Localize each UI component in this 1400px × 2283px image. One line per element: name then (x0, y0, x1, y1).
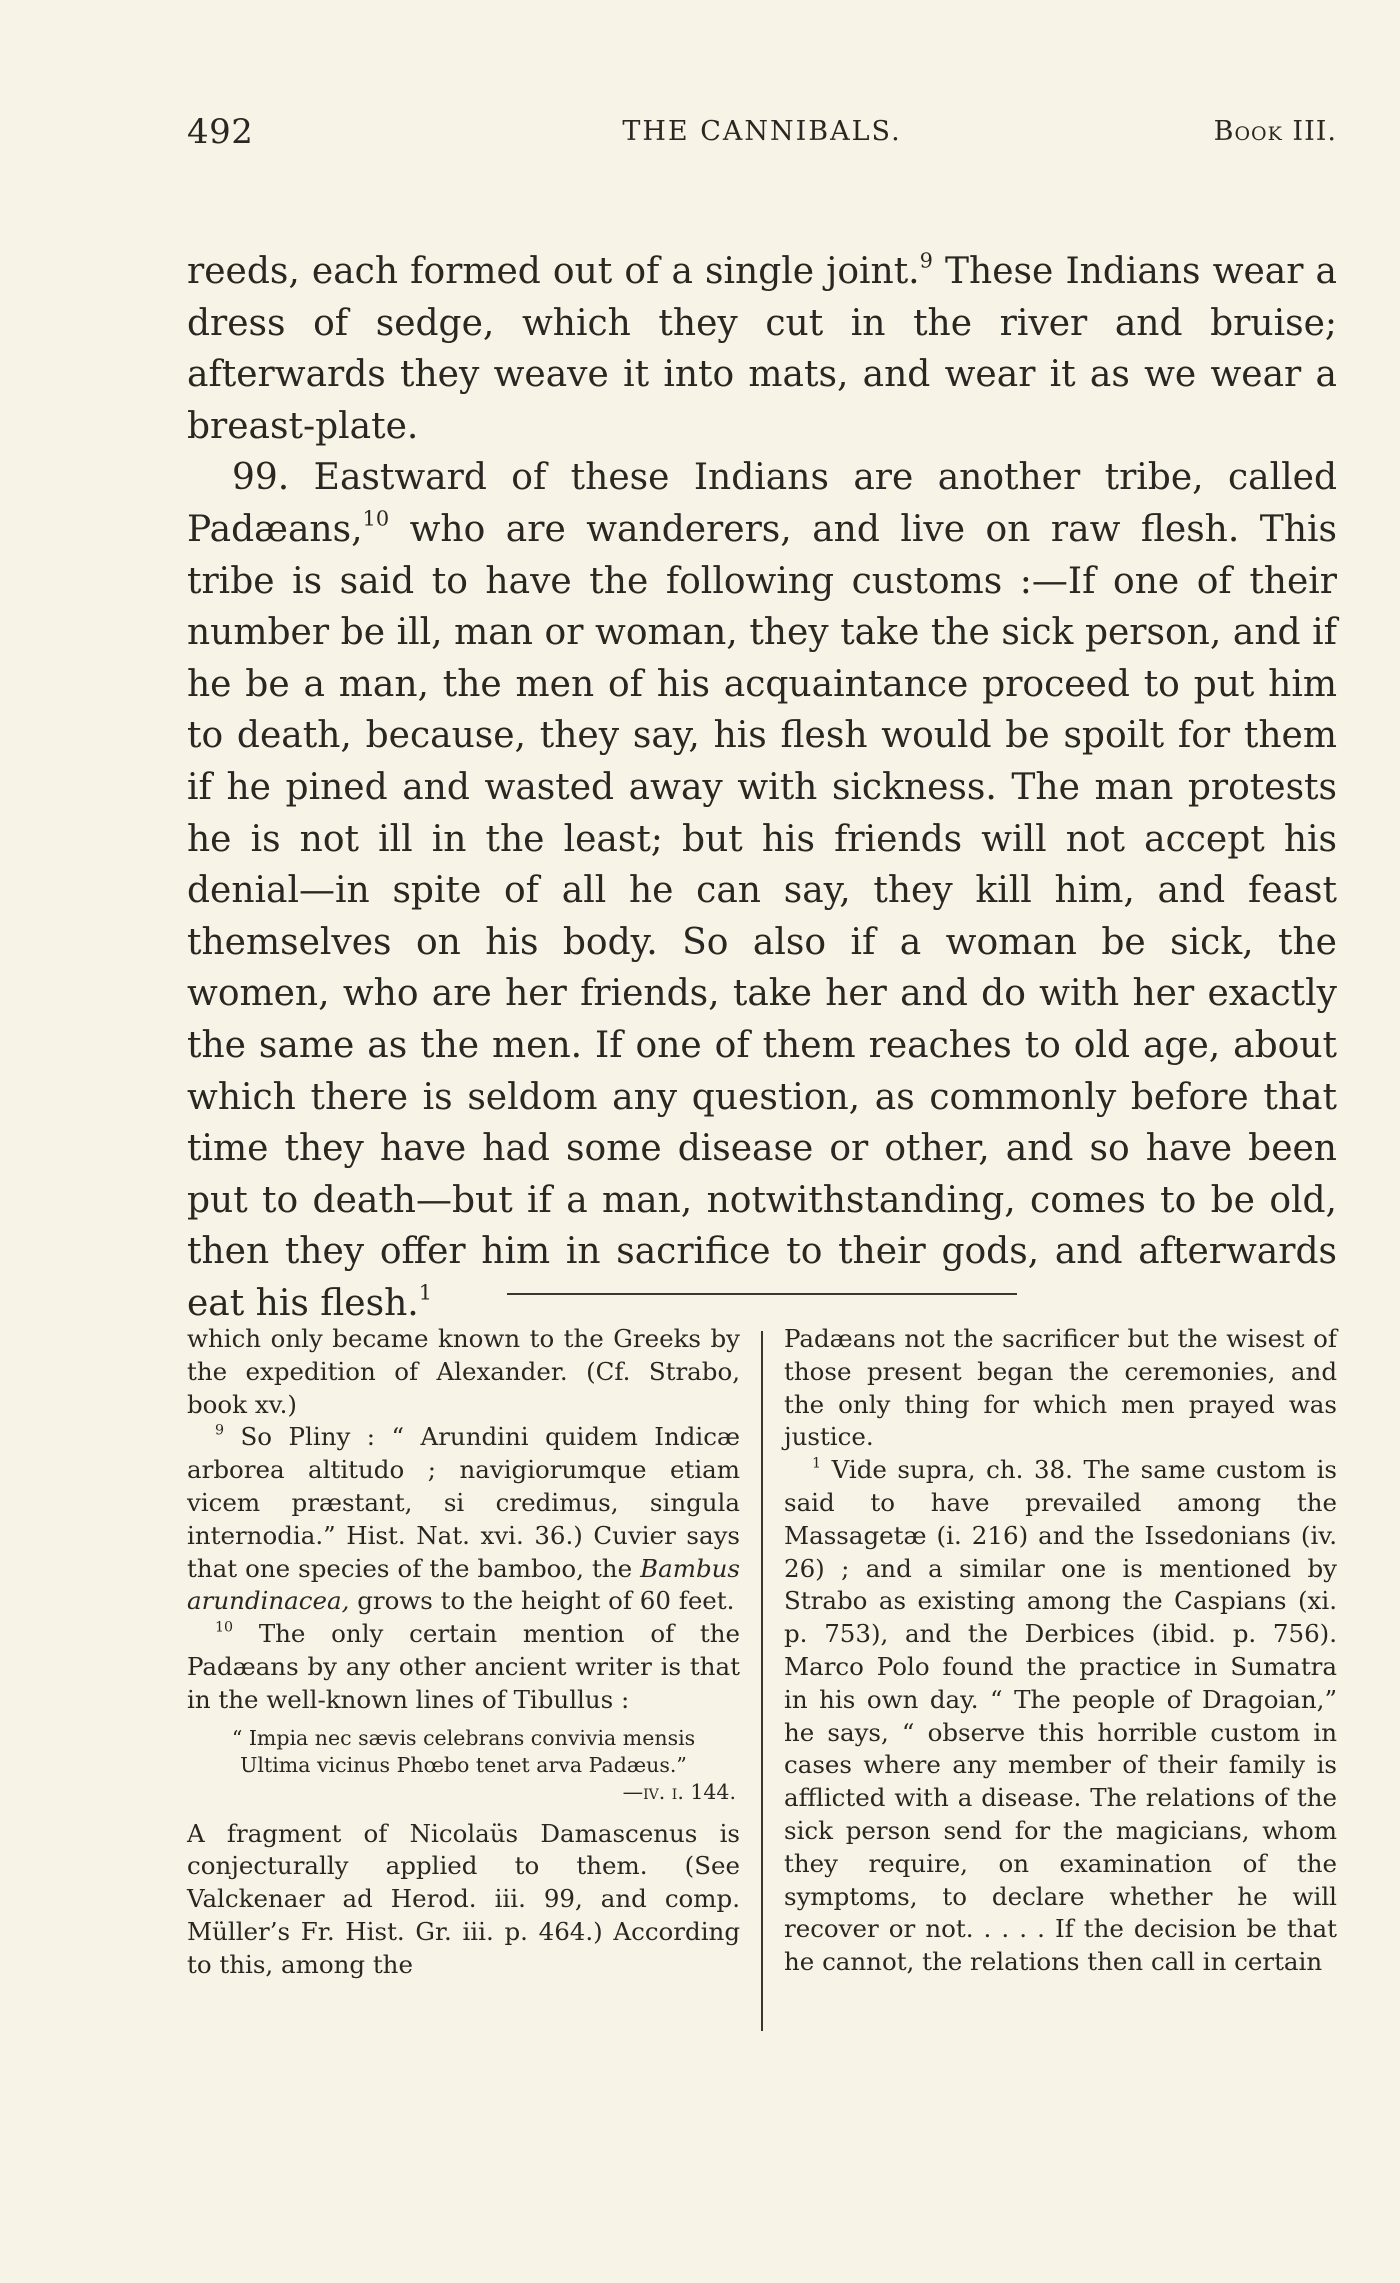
paragraph-continuation: reeds, each formed out of a single joint.$^9$ These Indians wear a dress of sedge, which they cut in the river and bruise; afterwards they weave it into mats, and wear it as we wear a breast-plate. (187, 248, 1337, 447)
column-rule (761, 1331, 763, 2031)
running-title: THE CANNIBALS. (622, 116, 902, 147)
footnote-column-left (187, 1323, 740, 1982)
footnote-1: $^1$ Vide supra, ch. 38. The same custom is said to have prevailed among the Massagetæ (i. 216) and the Issedonians (iv. 26) ; and a similar one is mentioned by Strabo as existing among the Caspians (xi. p. 753), and the Derbices (ibid. p. 756). Marco Polo found the practice in Sumatra in his own day. “ The people of Dragoian,” he says, “ observe this horrible custom in cases where any member of their family is afflicted with a disease. The relations of the sick person send for the magicians, whom they require, on examination of the symptoms, to declare whether he will recover or not. . . . . If the decision be that he cannot, the relations then call in certain (784, 1455, 1337, 1977)
running-head (187, 108, 1337, 164)
footnote-ref-1: 1 (418, 1280, 433, 1305)
verse-quote (187, 1725, 740, 1779)
footnote-10: $^{10}$ The only certain mention of the Padæans by any other ancient writer is that in the well-known lines of Tibullus : (187, 1619, 740, 1714)
footnote-column-right (784, 1323, 1337, 1979)
verse-line: Ultima vicinus Phœbo tenet arva Padæus.” (240, 1752, 687, 1777)
paragraph-99: 99. Eastward of these Indians are another tribe, called Padæans,$^{10}$ who are wanderers, and live on raw flesh. This tribe is said to have the following customs :—If one of their number be ill, man or woman, they take the sick person, and if he be a man, the men of his acquaintance proceed to put him to death, because, they say, his flesh would be spoilt for them if he pined and wasted away with sickness. The man protests he is not ill in the least; but his friends will not accept his denial—in spite of all he can say, they kill him, and feast themselves on his body. So also if a woman be sick, the women, who are her friends, take her and do with her exactly the same as the men. If one of them reaches to old age, about which there is seldom any question, as commonly before that time they have had some disease or other, and so have been put to death—but if a man, notwithstanding, comes to be old, then they offer him in sacrifice to their gods, and afterwards eat his flesh.$^1$ (187, 457, 1337, 1324)
footnotes (187, 1323, 1337, 2043)
footnote-separator (507, 1293, 1017, 1295)
footnote-continuation: Padæans not the sacrificer but the wisest of those present began the ceremonies, and the only thing for which men prayed was justice. (784, 1324, 1337, 1452)
book-reference: Book III. (1213, 116, 1337, 147)
page-number: 492 (187, 112, 254, 152)
footnote-9: $^9$ So Pliny : “ Arundini quidem Indicæ arborea altitudo ; navigiorumque etiam vicem præstant, si credimus, singula internodia.” Hist. Nat. xvi. 36.) Cuvier says that one species of the bamboo, the Bambus arundinacea, grows to the height of 60 feet. (187, 1422, 740, 1616)
verse-citation: —iv. i. 144. (622, 1779, 736, 1804)
book-page (187, 108, 1337, 1979)
footnote-ref-9: 9 (919, 248, 933, 273)
footnote-continuation: which only became known to the Greeks by the expedition of Alexander. (Cf. Strabo, book xv.) (187, 1324, 740, 1419)
verse-line: “ Impia nec sævis celebrans convivia mensis (231, 1725, 696, 1750)
footnote-ref-10: 10 (362, 506, 390, 531)
footnote-10-continued: A fragment of Nicolaüs Damascenus is conjecturally applied to them. (See Valckenaer ad Herod. iii. 99, and comp. Müller’s Fr. Hist. Gr. iii. p. 464.) According to this, among the (187, 1818, 740, 1979)
main-text (187, 246, 1337, 1329)
